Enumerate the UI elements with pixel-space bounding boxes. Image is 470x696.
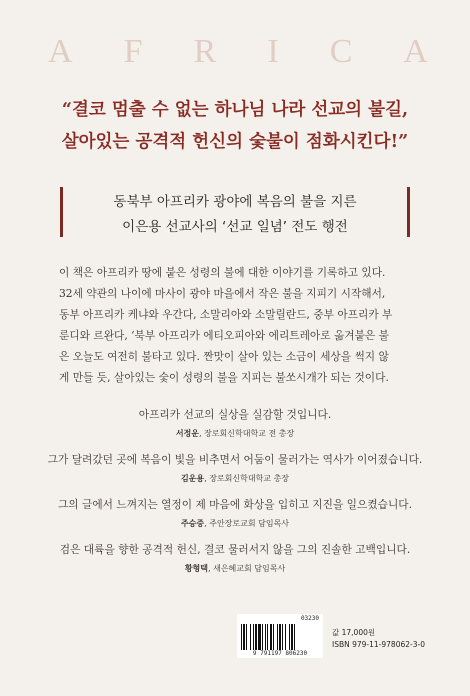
- subtitle-line-2: 이은용 선교사의 ‘선교 일념’ 전도 행전: [122, 219, 348, 235]
- africa-letter: R: [193, 33, 219, 70]
- recommender-name: 김운용: [180, 474, 205, 483]
- price-block: [332, 627, 425, 651]
- recommender-name: 주승중: [180, 519, 205, 528]
- recommendation-text: 검은 대륙을 향한 공격적 헌신, 결코 물러서지 않을 그의 진솔한 고백입니다.: [59, 543, 411, 556]
- recommendation-text: 아프리카 선교의 실상을 실감할 것입니다.: [138, 408, 332, 421]
- intro-line: 동부 아프리카 케냐와 우간다, 소말리아와 소말릴란드, 중부 아프리카 부: [59, 308, 393, 321]
- barcode-bars: [241, 624, 319, 650]
- recommendation-text: 그가 달려갔던 곳에 복음이 빛을 비추면서 어둠이 물러가는 역사가 이어졌습니다.: [47, 453, 423, 466]
- isbn-barcode: [237, 614, 323, 658]
- africa-letter: F: [123, 33, 145, 70]
- africa-letter: A: [403, 33, 430, 70]
- isbn: ISBN 979-11-978062-3-0: [332, 640, 425, 649]
- intro-line: 게 만들 듯, 살아있는 숯이 성령의 불을 지피는 불쏘시개가 되는 것이다.: [59, 371, 389, 384]
- quote-line-2: 살아있는 공격적 헌신의 숯불이 점화시킨다!”: [61, 132, 409, 152]
- africa-heading: [0, 33, 470, 71]
- recommender-title: , 장로회신학대학교 총장: [204, 474, 290, 483]
- barcode-number: 9 791197 806230: [252, 650, 308, 657]
- subtitle-line-1: 동북부 아프리카 광야에 복음의 불을 지른: [113, 194, 357, 210]
- intro-line: 룬디와 르완다, ‘북부 아프리카 에티오피아와 에리트레아로 옮겨붙은 불: [59, 329, 389, 342]
- recommender: [0, 428, 470, 439]
- intro-line: 32세 약관의 나이에 마사이 광야 마을에서 작은 불을 지피기 시작해서,: [59, 287, 386, 300]
- intro-line: 이 책은 아프리카 땅에 붙은 성령의 불에 대한 이야기를 기록하고 있다.: [59, 266, 386, 279]
- africa-letter: A: [48, 33, 75, 70]
- recommender: [0, 518, 470, 529]
- recommender-name: 서정운: [175, 429, 199, 438]
- recommender-title: , 장로회신학대학교 전 총장: [199, 429, 295, 438]
- barcode-addon-number: 03230: [300, 615, 319, 622]
- intro-line: 은 오늘도 여전히 불타고 있다. 짠맛이 살아 있는 소금이 세상을 썩지 않: [59, 350, 389, 363]
- recommendation-text: 그의 글에서 느껴지는 열정이 제 마음에 화상을 입히고 지진을 일으켰습니다.: [57, 498, 413, 511]
- subtitle-block: [60, 187, 410, 237]
- recommender: [0, 563, 470, 574]
- price: 값 17,000원: [332, 628, 376, 637]
- recommender: [0, 473, 470, 484]
- quote-line-1: “결코 멈출 수 없는 하나님 나라 선교의 불길,: [61, 100, 409, 120]
- recommender-title: , 새은혜교회 담임목사: [208, 564, 286, 573]
- recommender-title: , 주안장로교회 담임목사: [204, 519, 290, 528]
- africa-letter: I: [267, 33, 281, 70]
- recommender-name: 황형택: [184, 564, 208, 573]
- africa-letter: C: [329, 33, 355, 70]
